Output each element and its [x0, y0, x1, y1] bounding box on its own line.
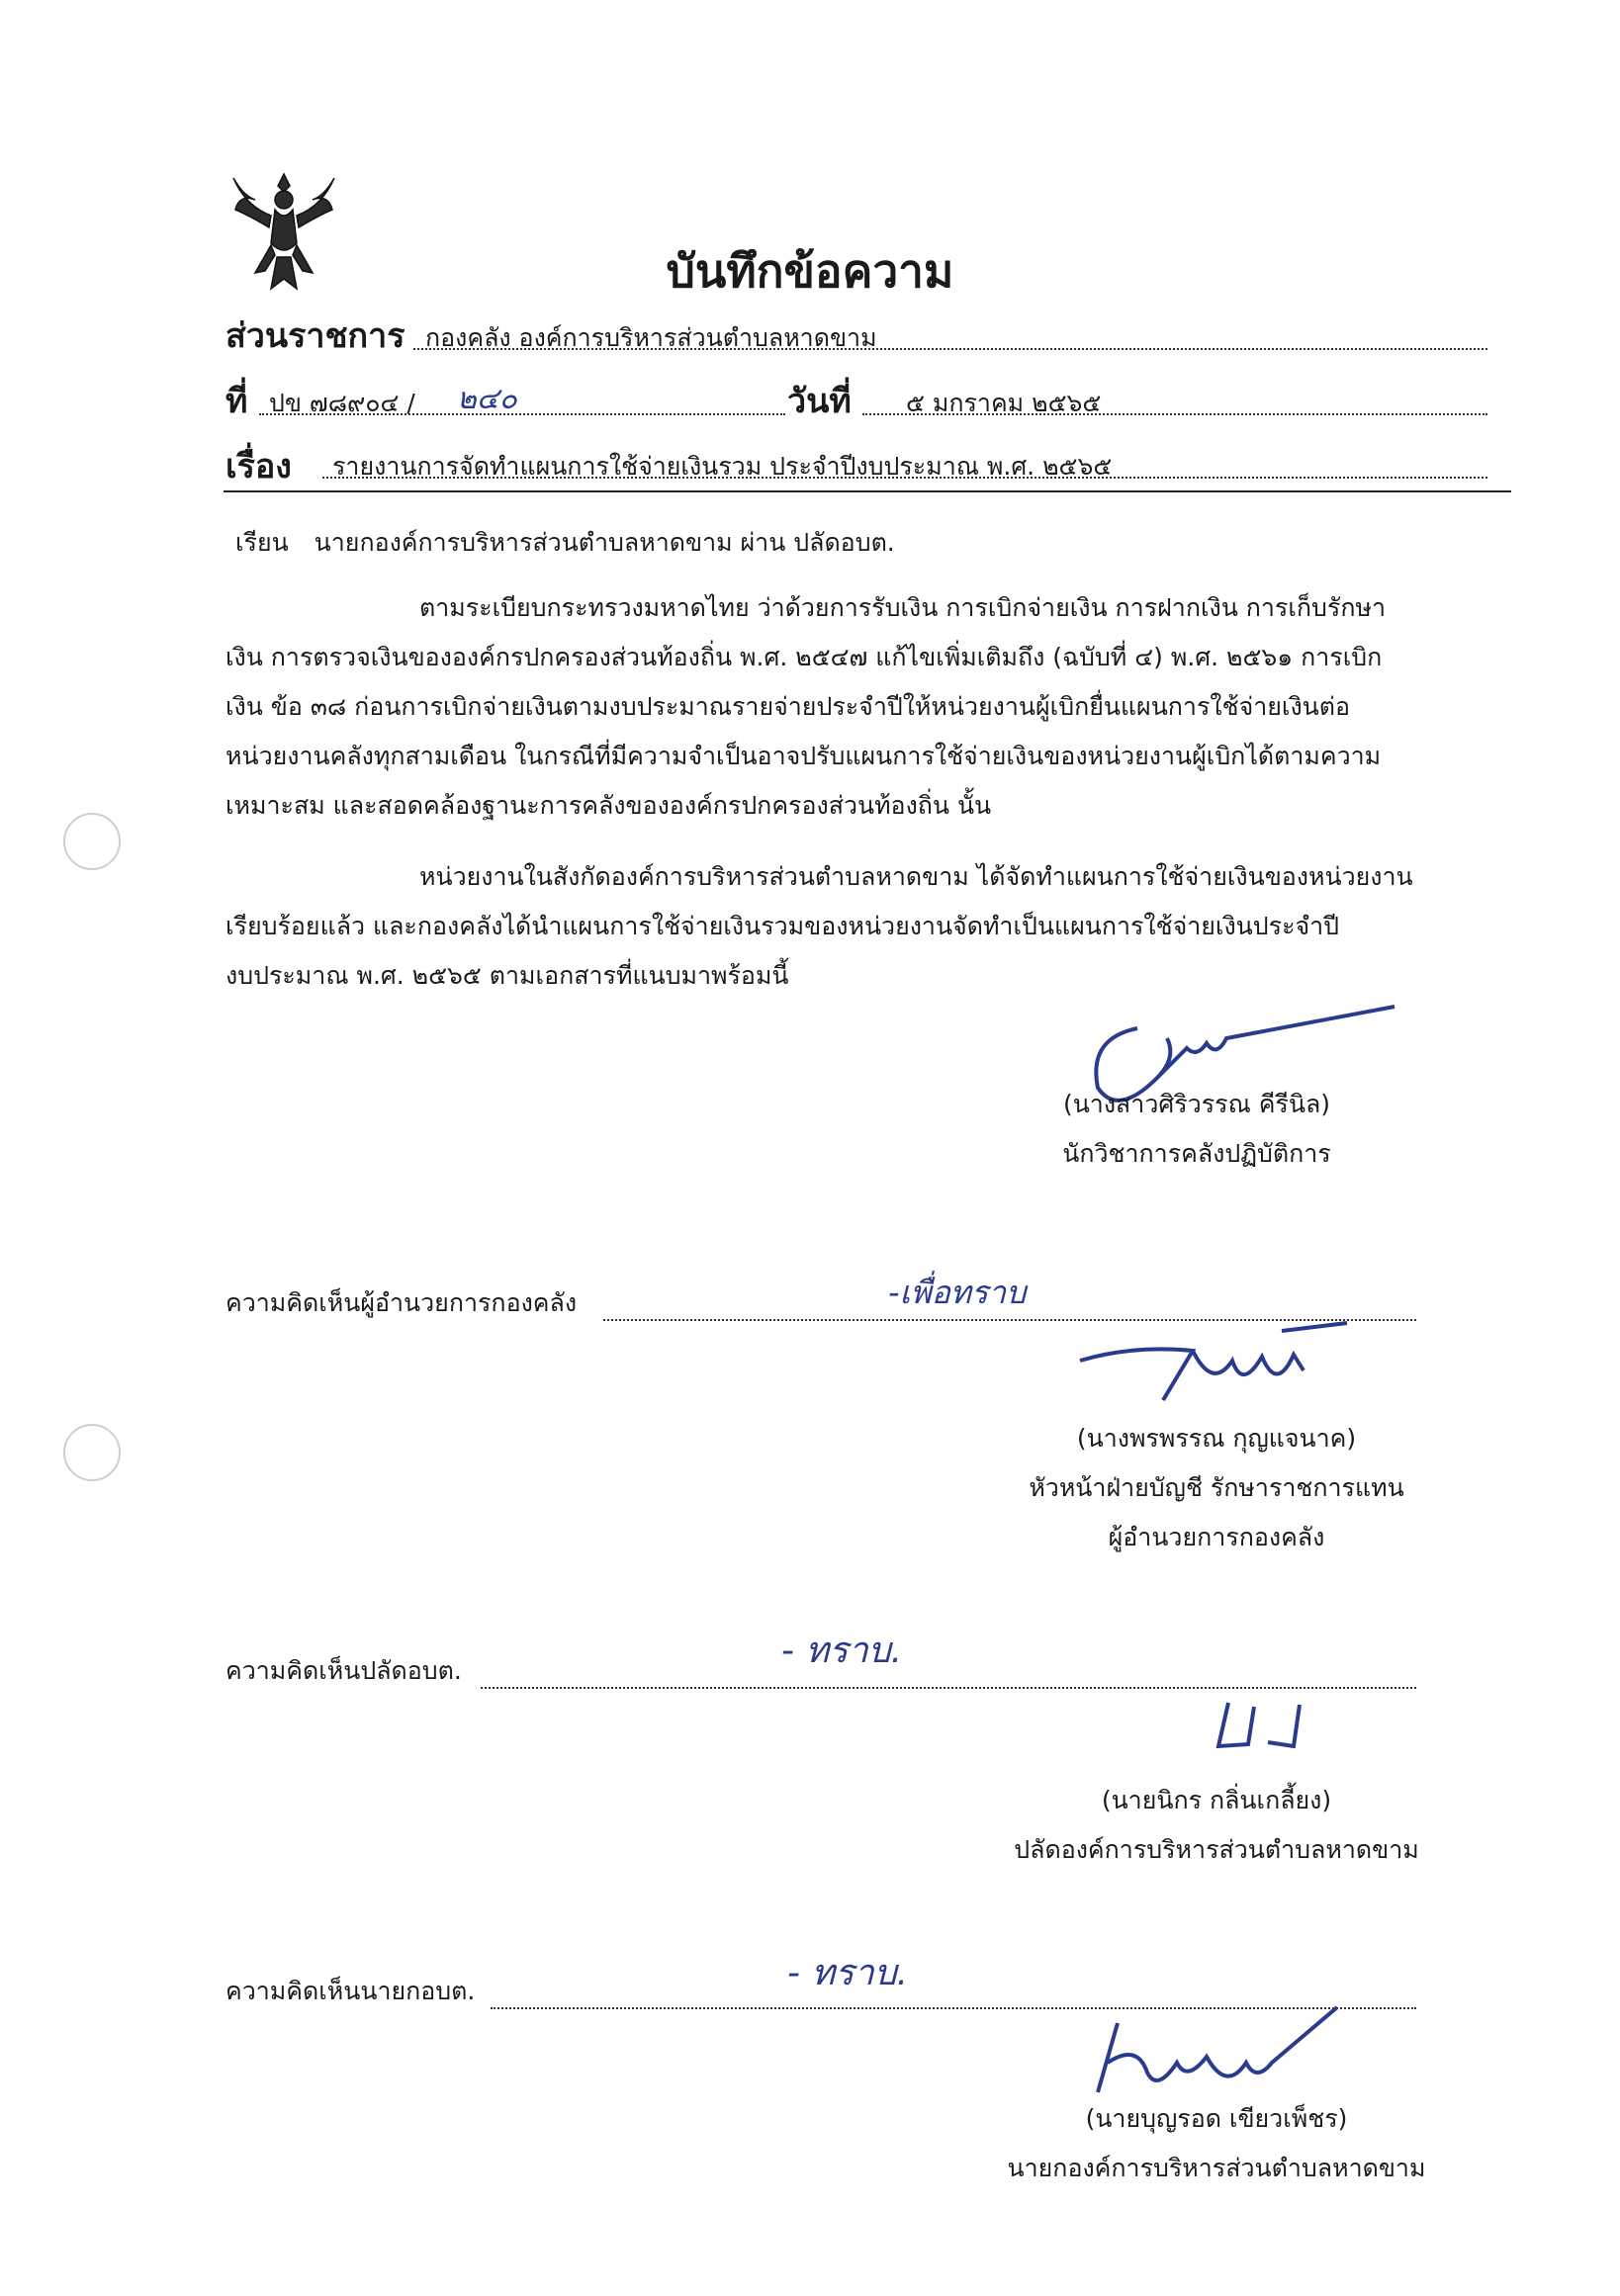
signer1-name: (นางสาวศิริวรรณ คีรีนิล): [1062, 1090, 1331, 1118]
finance-signer-block: [949, 1414, 1484, 1562]
punch-hole-bottom: [63, 1424, 121, 1481]
finance-signer-position-2: ผู้อำนวยการกองคลัง: [1108, 1523, 1325, 1551]
ref-value: ปข ๗๘๙๐๔ /: [269, 389, 415, 417]
header-rule: [224, 490, 1511, 492]
opinion-finance-hand: -เพื่อทราบ: [888, 1274, 1027, 1311]
p2-line: เรียบร้อยแล้ว และกองคลังได้นำแผนการใช้จ่ายเงินรวมของหน่วยงานจัดทำเป็นแผนการใช้จ่ายเงินประจำปี: [225, 912, 1340, 940]
opinion-mayor-label: ความคิดเห็นนายกอบต.: [225, 1977, 476, 2005]
finance-signer-name: (นางพรพรรณ กุญแจนาค): [1076, 1424, 1357, 1453]
punch-hole-top: [63, 813, 121, 870]
p1-line: ตามระเบียบกระทรวงมหาดไทย ว่าด้วยการรับเงิน การเบิกจ่ายเงิน การฝากเงิน การเก็บรักษา: [419, 593, 1386, 622]
signature-2: [1074, 1321, 1351, 1410]
p1-line: เหมาะสม และสอดคล้องฐานะการคลังขององค์กรปกครองส่วนท้องถิ่น นั้น: [225, 791, 992, 820]
mayor-signer-name: (นายบุญรอด เขียวเพ็ชร): [1085, 2104, 1348, 2133]
salutation: [235, 518, 895, 568]
p1-line: หน่วยงานคลังทุกสามเดือน ในกรณีที่มีความจำเป็นอาจปรับแผนการใช้จ่ายเงินของหน่วยงานผู้เบิกได้ตามความ: [225, 742, 1382, 770]
date-value: ๕ มกราคม ๒๕๖๕: [906, 389, 1102, 417]
clerk-signer-position: ปลัดองค์การบริหารส่วนตำบลหาดขาม: [1014, 1835, 1419, 1864]
subject-label: เรื่อง: [225, 447, 292, 486]
mayor-signer-position: นายกองค์การบริหารส่วนตำบลหาดขาม: [1007, 2154, 1426, 2182]
signature-3: [1209, 1687, 1327, 1766]
p2-line: หน่วยงานในสังกัดองค์การบริหารส่วนตำบลหาดขาม ได้จัดทำแผนการใช้จ่ายเงินของหน่วยงาน: [419, 862, 1413, 891]
paragraph-2: [225, 852, 1513, 1001]
date-label: วันที่: [787, 382, 852, 421]
salutation-to: นายกองค์การบริหารส่วนตำบลหาดขาม ผ่าน ปลัดอบต.: [314, 528, 895, 557]
department-value: กองคลัง องค์การบริหารส่วนตำบลหาดขาม: [425, 323, 877, 352]
ref-label: ที่: [225, 382, 248, 421]
opinion-finance-label: ความคิดเห็นผู้อำนวยการกองคลัง: [225, 1288, 578, 1317]
signer1-block: [949, 1080, 1444, 1179]
salutation-label: เรียน: [235, 528, 289, 557]
finance-signer-position-1: หัวหน้าฝ่ายบัญชี รักษาราชการแทน: [1029, 1473, 1404, 1502]
clerk-signer-name: (นายนิกร กลิ่นเกลี้ยง): [1101, 1786, 1332, 1814]
memo-title: บันทึกข้อความ: [666, 244, 954, 298]
opinion-clerk-hand: - ทราบ.: [781, 1631, 903, 1671]
p2-line: งบประมาณ พ.ศ. ๒๕๖๕ ตามเอกสารที่แนบมาพร้อมนี้: [225, 961, 789, 990]
subject-value: รายงานการจัดทำแผนการใช้จ่ายเงินรวม ประจำปีงบประมาณ พ.ศ. ๒๕๖๕: [332, 452, 1113, 481]
mayor-signer-block: [949, 2094, 1484, 2193]
p1-line: เงิน ข้อ ๓๘ ก่อนการเบิกจ่ายเงินตามงบประมาณรายจ่ายประจำปีให้หน่วยงานผู้เบิกยื่นแผนการใช้จ่ายเงินต่อ: [225, 692, 1350, 721]
signer1-position: นักวิชาการคลังปฏิบัติการ: [1062, 1139, 1331, 1168]
paragraph-1: [225, 583, 1513, 831]
clerk-signer-block: [949, 1776, 1484, 1875]
p1-line: เงิน การตรวจเงินขององค์กรปกครองส่วนท้องถิ่น พ.ศ. ๒๕๔๗ แก้ไขเพิ่มเติมถึง (ฉบับที่ ๔) พ.ศ. ๒๕๖๑ การเบิก: [225, 643, 1383, 671]
opinion-clerk-label: ความคิดเห็นปลัดอบต.: [225, 1656, 462, 1685]
ref-hand-number: ๒๔๐: [457, 382, 517, 416]
department-label: ส่วนราชการ: [225, 316, 405, 356]
opinion-mayor-hand: - ทราบ.: [787, 1953, 909, 1993]
